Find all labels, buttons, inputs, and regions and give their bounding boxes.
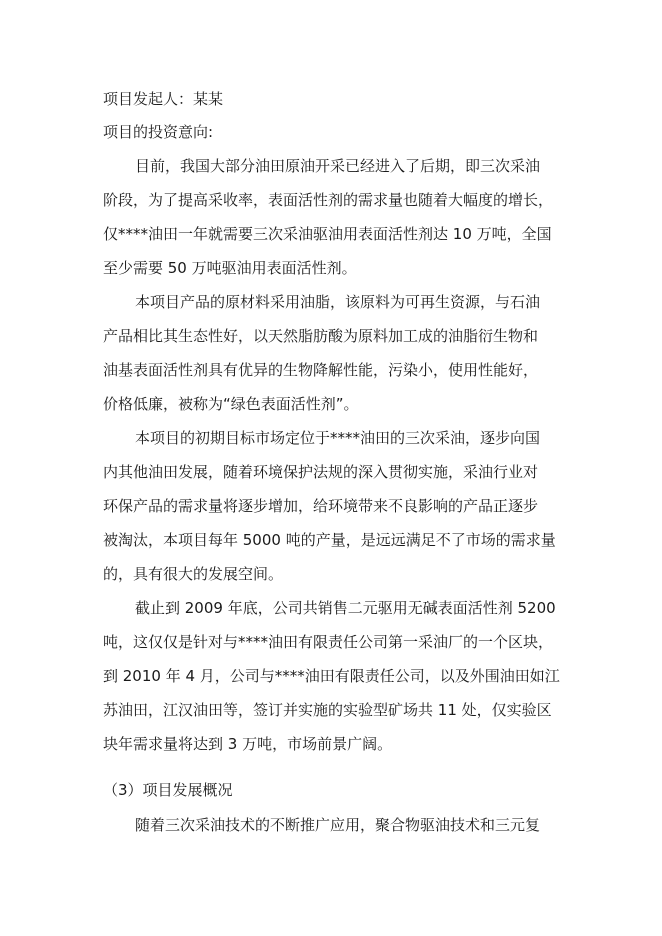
paragraph-line: 本项目产品的原材料采用油脂，该原料为可再生资源，与石油 <box>135 293 541 311</box>
paragraph-line: 阶段，为了提高采收率，表面活性剂的需求量也随着大幅度的增长， <box>103 191 554 209</box>
paragraph-line: 价格低廉，被称为“绿色表面活性剂”。 <box>103 395 359 413</box>
paragraph-line: 环保产品的需求量将逐步增加，给环境带来不良影响的产品正逐步 <box>103 497 539 515</box>
paragraph-line: 截止到 2009 年底，公司共销售二元驱用无碱表面活性剂 5200 <box>135 599 556 617</box>
paragraph-line: 被淘汰，本项目每年 5000 吨的产量，是远远满足不了市场的需求量 <box>103 531 556 549</box>
paragraph-line: 至少需要 50 万吨驱油用表面活性剂。 <box>103 259 357 277</box>
section-heading-project-development: （3）项目发展概况 <box>103 781 233 799</box>
paragraph-line: 本项目的初期目标市场定位于****油田的三次采油，逐步向国 <box>135 429 541 447</box>
investment-intent-heading: 项目的投资意向: <box>103 123 214 141</box>
paragraph-line: 的，具有很大的发展空间。 <box>103 565 284 583</box>
paragraph-line: 产品相比其生态性好，以天然脂肪酸为原料加工成的油脂衍生物和 <box>103 327 539 345</box>
paragraph-line: 仅****油田一年就需要三次采油驱油用表面活性剂达 10 万吨，全国 <box>103 225 552 243</box>
paragraph-line: 随着三次采油技术的不断推广应用，聚合物驱油技术和三元复 <box>135 816 541 834</box>
paragraph-line: 油基表面活性剂具有优异的生物降解性能，污染小，使用性能好， <box>103 361 539 379</box>
initiator-line: 项目发起人：某某 <box>103 90 224 108</box>
paragraph-line: 吨，这仅仅是针对与****油田有限责任公司第一采油厂的一个区块， <box>103 633 554 651</box>
paragraph-line: 块年需求量将达到 3 万吨，市场前景广阔。 <box>103 735 393 753</box>
paragraph-line: 目前，我国大部分油田原油开采已经进入了后期，即三次采油 <box>135 157 541 175</box>
paragraph-line: 到 2010 年 4 月，公司与****油田有限责任公司，以及外围油田如江 <box>103 667 560 685</box>
paragraph-line: 内其他油田发展，随着环境保护法规的深入贯彻实施，采油行业对 <box>103 463 539 481</box>
paragraph-line: 苏油田，江汉油田等，签订并实施的实验型矿场共 11 处，仅实验区 <box>103 701 552 719</box>
